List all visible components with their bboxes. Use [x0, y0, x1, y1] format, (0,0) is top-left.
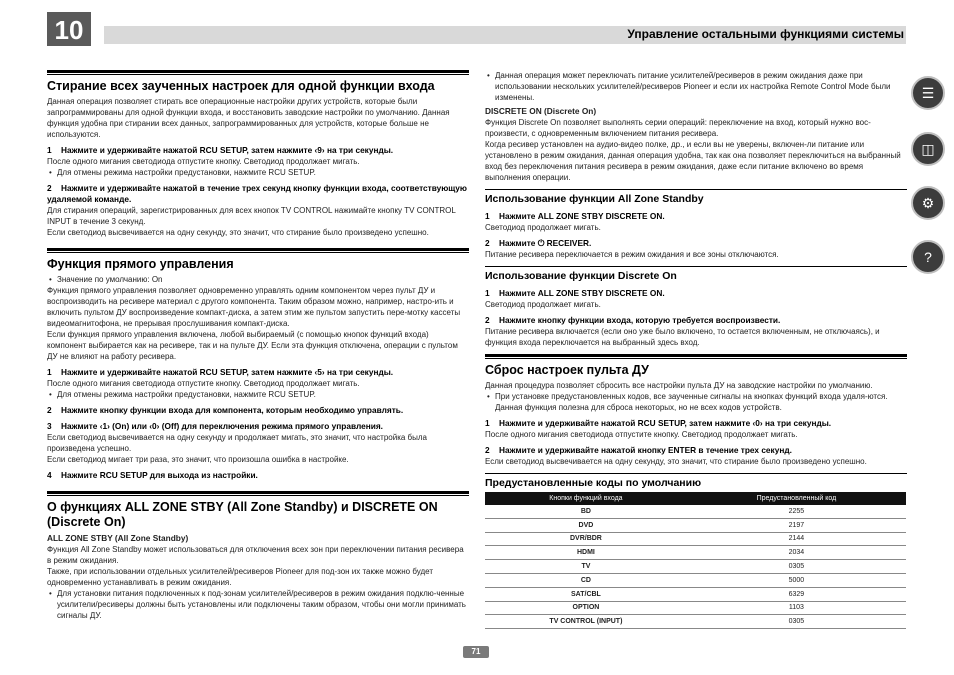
paragraph: Функция All Zone Standby может использоваться для отключения всех зон при переключении питания ресивера в режим ожидания. — [47, 545, 464, 565]
paragraph: Когда ресивер установлен на аудио-видео полке, др., и если вы не уверены, включен-ли питание или установлено в режим ожидания, данная операция удобна, так как она позволяет переключиться на выбранный вход без переключения питания ресивера в режим ожидания, даже если питание включено во время выполнения операции. — [485, 140, 901, 182]
section-title: Предустановленные коды по умолчанию — [485, 477, 702, 489]
step: 1 Нажмите и удерживайте нажатой RCU SETUP, затем нажмите ‹0› на три секунды. — [485, 418, 832, 428]
table-row: BD 2255 — [485, 505, 906, 518]
paragraph: После одного мигания светодиода отпустите кнопку. Светодиод продолжает мигать. — [47, 157, 360, 166]
paragraph: Данная процедура позволяет сбросить все настройки пульта ДУ на заводские настройки по умолчанию. — [485, 381, 873, 390]
step: 1 Нажмите и удерживайте нажатой RCU SETUP, затем нажмите ‹9› на три секунды. — [47, 145, 394, 155]
paragraph: Данная операция позволяет стирать все операционные настройки других устройств, которые были запрограммированы для одной функции входа, и восстановить заводские настройки по умолчанию. Данная функция удобна при стирании всех данных, запрограммированных для устройств, которые больше не используются. — [47, 97, 450, 139]
subheading: DISCRETE ON (Discrete On) — [485, 106, 597, 116]
paragraph: Светодиод продолжает мигать. — [485, 300, 601, 309]
section-title: Использование функции Discrete On — [485, 270, 677, 282]
bullet: • Значение по умолчанию: On — [47, 274, 469, 285]
bullet: • Для установки питания подключенных к под-зонам усилителей/ресиверов в режим ожидания подклю-ченные усилители/ресиверы должны быть установлены или подключены таким образом, чтобы они могли принимать сигналы ДУ. — [47, 588, 469, 621]
step: 2 Нажмите и удерживайте нажатой в течение трех секунд кнопку функции входа, соответствующую удаляемой команде. — [47, 183, 467, 204]
step: 1 Нажмите ALL ZONE STBY DISCRETE ON. — [485, 288, 665, 298]
table-row: SAT/CBL 6329 — [485, 587, 906, 601]
right-column — [485, 70, 907, 629]
bullet: • Для отмены режима настройки предустановки, нажмите RCU SETUP. — [47, 167, 469, 178]
settings-icon[interactable]: ⚙ — [911, 186, 945, 220]
remote-icon[interactable]: ◫ — [911, 132, 945, 166]
section-title: Использование функции All Zone Standby — [485, 193, 704, 205]
section-title: Стирание всех заученных настроек для одной функции входа — [47, 79, 435, 93]
paragraph: Функция Discrete On позволяет выполнять серии операций: переключение на вход, который нужно вос-произвести, с одновременным включением питания ресивера. — [485, 118, 871, 138]
step: 4 Нажмите RCU SETUP для выхода из настройки. — [47, 470, 258, 480]
table-row: OPTION 1103 — [485, 601, 906, 615]
help-icon[interactable]: ? — [911, 240, 945, 274]
paragraph: После одного мигания светодиода отпустите кнопку. Светодиод продолжает мигать. — [47, 379, 360, 388]
column-header: Предустановленный код — [687, 492, 906, 505]
paragraph: Если светодиод высвечивается на одну секунду, это значит, что стирание было произведено успешно. — [485, 457, 867, 466]
column-header: Кнопки функций входа — [485, 492, 687, 505]
preset-codes-table — [485, 492, 906, 629]
paragraph: После одного мигания светодиода отпустите кнопку. Светодиод продолжает мигать. — [485, 430, 798, 439]
book-icon[interactable]: ☰ — [911, 76, 945, 110]
subheading: ALL ZONE STBY (All Zone Standby) — [47, 533, 189, 543]
paragraph: Для стирания операций, зарегистрированных для всех кнопок TV CONTROL нажимайте кнопку TV CONTROL INPUT в течение 3 секунд. — [47, 206, 456, 226]
table-row: HDMI 2034 — [485, 546, 906, 560]
paragraph: Питание ресивера включается (если оно уже было включено, то остается включенным, не отключаясь), и функция входа переключается на выбранный здесь вход. — [485, 327, 880, 347]
bullet: • Данная операция может переключать питание усилителей/ресиверов в режим ожидания даже при использовании нескольких усилителей/ресиверов Pioneer и если их настройка Remote Control Mode были изменены. — [485, 70, 907, 103]
step: 1 Нажмите и удерживайте нажатой RCU SETUP, затем нажмите ‹5› на три секунды. — [47, 367, 394, 377]
section-erase-input — [47, 70, 469, 238]
paragraph: Питание ресивера переключается в режим ожидания и все зоны отключаются. — [485, 250, 779, 259]
table-row: TV 0305 — [485, 560, 906, 574]
step: 2 Нажмите кнопку функции входа, которую требуется воспроизвести. — [485, 315, 781, 325]
page-number: 71 — [463, 646, 489, 658]
table-row: TV CONTROL (INPUT) 0305 — [485, 615, 906, 629]
chapter-number: 10 — [47, 12, 91, 46]
section-use-all-zone-standby — [485, 189, 907, 260]
section-reset-remote — [485, 354, 907, 467]
section-use-discrete-on — [485, 266, 907, 348]
section-title: Функция прямого управления — [47, 257, 234, 271]
section-direct-function — [47, 248, 469, 481]
paragraph: Светодиод продолжает мигать. — [485, 223, 601, 232]
section-title: О функциях ALL ZONE STBY (All Zone Standby) и DISCRETE ON (Discrete On) — [47, 500, 438, 529]
step: 1 Нажмите ALL ZONE STBY DISCRETE ON. — [485, 211, 665, 221]
table-row: DVR/BDR 2144 — [485, 532, 906, 546]
paragraph: Если светодиод мигает три раза, это значит, что произошла ошибка в настройке. — [47, 455, 349, 464]
paragraph: Если светодиод высвечивается на одну секунду и продолжает мигать, это значит, что настройка была произведена успешно. — [47, 433, 427, 453]
bullet: • При установке предустановленных кодов, все заученные сигналы на кнопках функций входа удаля-ются. Данная функция полезна для сброса некоторых, но не всех кодов устройств. — [485, 391, 907, 413]
section-all-zone-standby — [47, 491, 469, 621]
paragraph: Если функция прямого управления включена, любой выбираемый (с помощью кнопок функций входа) компонент выбирается как на ресивере, так и на пульте ДУ. Если эта функция отключена, операции с пультом ДУ не влияют на работу ресивера. — [47, 330, 458, 361]
step: 2 Нажмите и удерживайте нажатой кнопку ENTER в течение трех секунд. — [485, 445, 792, 455]
table-row: DVD 2197 — [485, 518, 906, 532]
section-preset-codes — [485, 473, 907, 629]
header-title: Управление остальными функциями системы — [627, 27, 904, 41]
section-title: Сброс настроек пульта ДУ — [485, 363, 649, 377]
paragraph: Функция прямого управления позволяет одновременно управлять одним компонентом через пульт ДУ и воспроизводить на ресивере материал с другого компонента. Таким образом можно, например, настро-ить и включить пультом ДУ воспроизведение компакт-диска, а затем этим же пультом запустить пере-мотку кассеты видеомагнитофона, не прерывая прослушивания компакт-диска. — [47, 286, 461, 328]
left-column — [47, 70, 469, 621]
bullet: • Для отмены режима настройки предустановки, нажмите RCU SETUP. — [47, 389, 469, 400]
paragraph: Если светодиод высвечивается на одну секунду, это значит, что стирание было произведено успешно. — [47, 228, 429, 237]
paragraph: Также, при использовании отдельных усилителей/ресиверов Pioneer для под-зон их также можно будет одновременно устанавливать в режим ожидания. — [47, 567, 433, 587]
step: 3 Нажмите ‹1› (On) или ‹0› (Off) для переключения режима прямого управления. — [47, 421, 383, 431]
table-row: CD 5000 — [485, 573, 906, 587]
step: 2 Нажмите кнопку функции входа для компонента, которым необходимо управлять. — [47, 405, 404, 415]
step: 2 Нажмите ⏻ RECEIVER. — [485, 238, 592, 248]
